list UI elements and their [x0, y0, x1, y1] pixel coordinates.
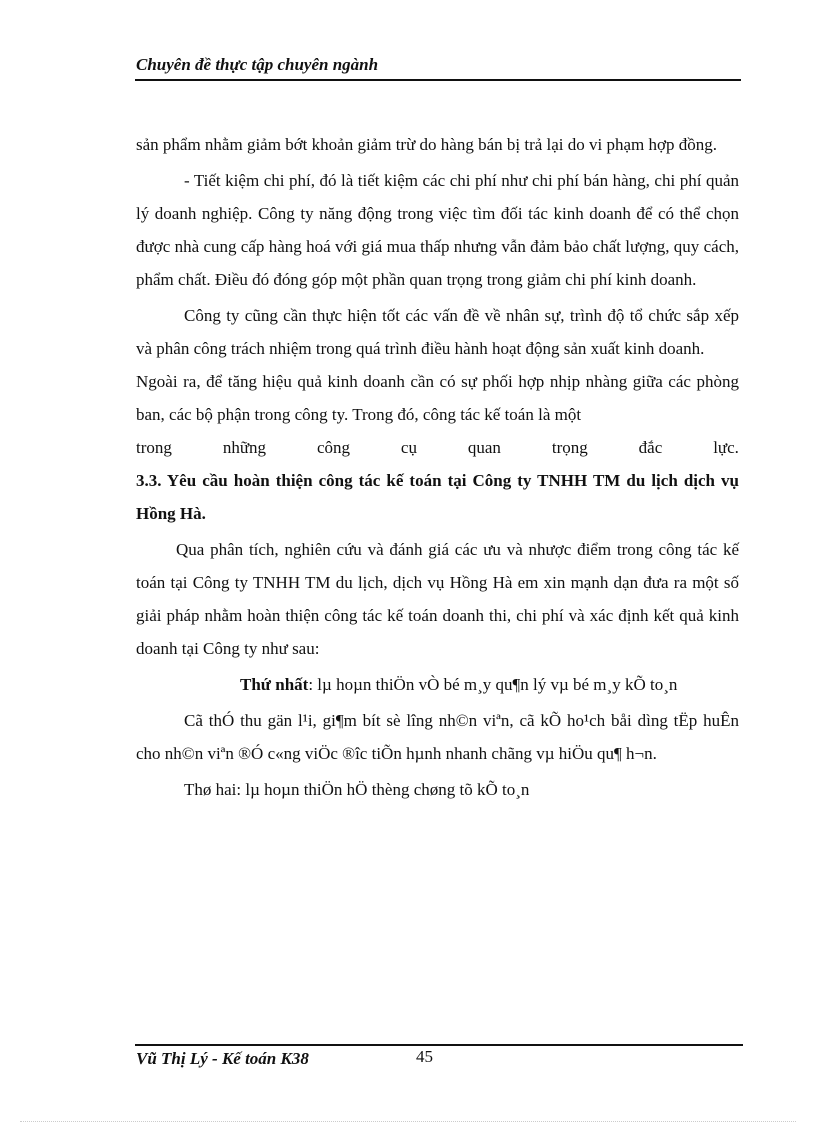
- word: quan: [467, 438, 501, 457]
- page-edge: [20, 1121, 796, 1122]
- first-point-text: : lµ hoµn thiÖn vÒ bé m¸y qu¶n lý vµ bé m¸y kÕ to¸n: [308, 675, 678, 694]
- footer-author: Vũ Thị Lý - Kế toán K38: [136, 1049, 309, 1068]
- page-number: 45: [416, 1047, 433, 1066]
- word: công: [316, 438, 350, 457]
- word: cụ: [400, 438, 417, 457]
- paragraph-1: sản phẩm nhằm giảm bớt khoản giảm trừ do hàng bán bị trả lại do vi phạm hợp đồng.: [136, 135, 718, 154]
- paragraph-4: Ngoài ra, để tăng hiệu quả kinh doanh cần có sự phối hợp nhịp nhàng giữa các phòng ban, các bộ phận trong công ty. Trong đó, công tác kế toán là một: [136, 372, 739, 424]
- first-point: [136, 668, 739, 701]
- paragraph-7: Thø hai: lµ hoµn thiÖn hÖ thèng chøng tõ kÕ to¸n: [184, 780, 530, 799]
- word: đắc: [638, 438, 663, 457]
- header-title: Chuyên đề thực tập chuyên ngành: [136, 55, 379, 74]
- footer-rule: [135, 1044, 743, 1046]
- word: trong: [136, 438, 172, 457]
- first-point-label: Thứ nhất: [240, 675, 309, 694]
- word: những: [222, 438, 267, 457]
- paragraph-5: Qua phân tích, nghiên cứu và đánh giá các ưu và nhược điểm trong công tác kế toán tại Công ty TNHH TM du lịch, dịch vụ Hồng Hà em xin mạnh dạn đưa ra một số giải pháp nhằm hoàn thiện công tác kế toán doanh thi, chi phí và xác định kết quả kinh doanh tại Công ty như sau:: [136, 540, 739, 658]
- word: lực.: [713, 438, 739, 457]
- section-heading: 3.3. Yêu cầu hoàn thiện công tác kế toán tại Công ty TNHH TM du lịch dịch vụ Hồng Hà.: [136, 471, 739, 523]
- header-rule: [135, 79, 741, 81]
- paragraph-2: - Tiết kiệm chi phí, đó là tiết kiệm các chi phí như chi phí bán hàng, chi phí quản lý doanh nghiệp. Công ty năng động trong việc tìm đối tác kinh doanh để có thể chọn được nhà cung cấp hàng hoá với giá mua thấp nhưng vẫn đảm bảo chất lượng, quy cách, phẩm chất. Điều đó đóng góp một phần quan trọng trong giảm chi phí kinh doanh.: [136, 171, 739, 289]
- document-body: [136, 128, 739, 806]
- paragraph-4-last-line: [136, 431, 739, 464]
- paragraph-3: Công ty cũng cần thực hiện tốt các vấn đề về nhân sự, trình độ tổ chức sắp xếp và phân công trách nhiệm trong quá trình điều hành hoạt động sản xuất kinh doanh.: [136, 306, 739, 358]
- word: trọng: [551, 438, 588, 457]
- paragraph-6: Cã thÓ thu gän l¹i, gi¶m bít sè lîng nh©n viªn, cã kÕ ho¹ch båi dìng tËp huÊn cho nh©n viªn ®Ó c«ng viÖc ®îc tiÕn hµnh nhanh chãng vµ hiÖu qu¶ h¬n.: [136, 711, 739, 763]
